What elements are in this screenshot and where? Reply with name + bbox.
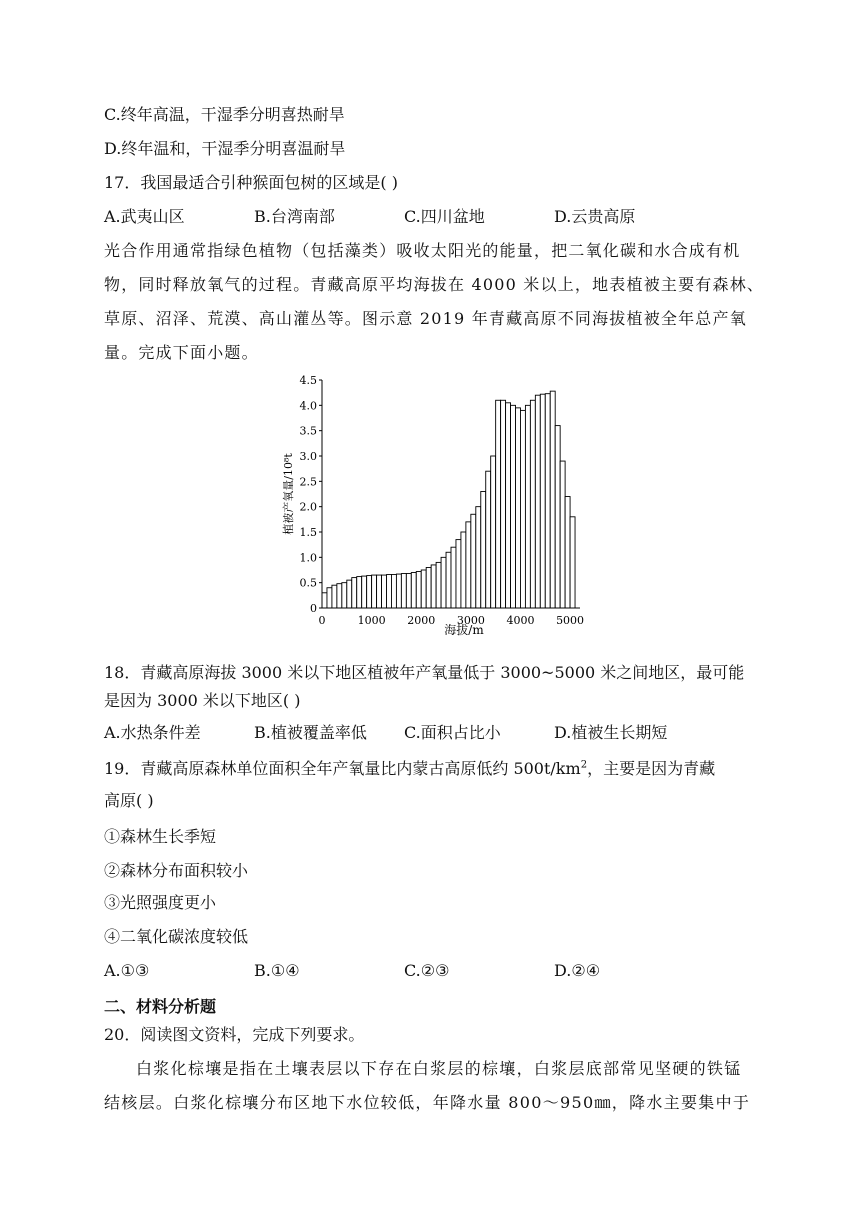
bar bbox=[476, 507, 481, 608]
bar bbox=[332, 585, 337, 608]
bar bbox=[406, 574, 411, 608]
x-tick-label: 0 bbox=[318, 614, 326, 627]
q17-option-d: D.云贵高原 bbox=[554, 207, 636, 226]
bar bbox=[322, 593, 327, 608]
x-tick-label: 2000 bbox=[407, 614, 436, 627]
x-tick-label: 5000 bbox=[556, 614, 585, 627]
bar bbox=[347, 580, 352, 608]
chart-bars bbox=[322, 391, 575, 608]
x-tick-label: 1000 bbox=[357, 614, 386, 627]
bar bbox=[560, 461, 565, 608]
bar bbox=[426, 567, 431, 608]
bar bbox=[555, 426, 560, 608]
bar bbox=[451, 547, 456, 608]
bar bbox=[372, 575, 377, 608]
q19-option-a: A.①③ bbox=[104, 961, 150, 980]
bar bbox=[525, 405, 530, 608]
q18-option-a: A.水热条件差 bbox=[104, 723, 201, 742]
q18-stem-line-1: 18．青藏高原海拔 3000 米以下地区植被年产氧量低于 3000~5000 米之间地区，最可能 bbox=[104, 663, 745, 682]
y-ticks bbox=[300, 374, 323, 615]
passage-line-2: 物，同时释放氧气的过程。青藏高原平均海拔在 4000 米以上，地表植被主要有森林、 bbox=[104, 275, 765, 294]
bar bbox=[446, 552, 451, 608]
x-axis-label: 海拔/m bbox=[444, 623, 484, 637]
section-2-heading: 二、材料分析题 bbox=[104, 997, 217, 1016]
y-tick-label: 2.0 bbox=[299, 500, 317, 514]
bar bbox=[456, 540, 461, 608]
q19-item-1: ①森林生长季短 bbox=[104, 827, 217, 846]
y-tick-label: 4.0 bbox=[299, 399, 317, 413]
q19-item-2: ②森林分布面积较小 bbox=[104, 861, 249, 880]
q18-option-c: C.面积占比小 bbox=[404, 723, 501, 742]
bar bbox=[520, 410, 525, 608]
bar bbox=[411, 573, 416, 608]
y-tick-label: 3.5 bbox=[299, 424, 317, 438]
bar bbox=[565, 497, 570, 608]
passage-line-4: 量。完成下面小题。 bbox=[104, 343, 259, 362]
q20-stem: 20．阅读图文资料，完成下列要求。 bbox=[104, 1025, 365, 1044]
q19-stem-tail: ，主要是因为青藏 bbox=[587, 759, 716, 778]
bar bbox=[431, 565, 436, 608]
bar bbox=[362, 576, 367, 608]
y-tick-label: 4.5 bbox=[299, 374, 317, 387]
bar bbox=[535, 395, 540, 608]
bar bbox=[377, 575, 382, 608]
bar bbox=[382, 575, 387, 608]
bar bbox=[461, 532, 466, 608]
x-tick-label: 4000 bbox=[506, 614, 535, 627]
q19-option-c: C.②③ bbox=[404, 961, 450, 980]
q19-option-d: D.②④ bbox=[554, 961, 601, 980]
q18-option-b: B.植被覆盖率低 bbox=[254, 723, 367, 742]
x-tick-label: 3000 bbox=[456, 614, 485, 627]
bar bbox=[491, 456, 496, 608]
bar bbox=[501, 400, 506, 608]
bar bbox=[466, 522, 471, 608]
q19-item-3: ③光照强度更小 bbox=[104, 893, 217, 912]
q19-item-4: ④二氧化碳浓度较低 bbox=[104, 927, 249, 946]
q18-stem-line-2: 是因为 3000 米以下地区( ) bbox=[104, 691, 301, 710]
q18-option-d: D.植被生长期短 bbox=[554, 723, 668, 742]
bar bbox=[367, 576, 372, 608]
y-tick-label: 3.0 bbox=[299, 450, 317, 463]
bar bbox=[471, 514, 476, 608]
bar bbox=[496, 400, 501, 608]
y-tick-label: 1.5 bbox=[299, 526, 317, 539]
bar bbox=[387, 575, 392, 608]
q19-stem-line-2: 高原( ) bbox=[104, 791, 154, 810]
bar bbox=[416, 572, 421, 608]
q17-stem: 17．我国最适合引种猴面包树的区域是( ) bbox=[104, 173, 398, 192]
y-tick-label: 1.0 bbox=[299, 551, 317, 565]
bar bbox=[327, 588, 332, 608]
q16-option-d: D.终年温和，干湿季分明喜温耐旱 bbox=[104, 139, 346, 158]
bar bbox=[436, 562, 441, 608]
bar bbox=[337, 584, 342, 608]
q16-option-c: C.终年高温，干湿季分明喜热耐旱 bbox=[104, 105, 345, 124]
bar bbox=[570, 517, 575, 608]
y-tick-label: 0 bbox=[310, 602, 317, 615]
q19-option-b: B.①④ bbox=[254, 961, 300, 980]
bar bbox=[421, 570, 426, 608]
y-tick-label: 0.5 bbox=[299, 576, 317, 590]
passage-line-1: 光合作用通常指绿色植物（包括藻类）吸收太阳光的能量，把二氧化碳和水合成有机 bbox=[104, 241, 741, 260]
bar bbox=[540, 394, 545, 608]
bar bbox=[391, 575, 396, 608]
bar bbox=[441, 557, 446, 608]
bar bbox=[486, 471, 491, 608]
bar bbox=[357, 577, 362, 608]
oxygen-by-altitude-chart bbox=[280, 368, 590, 640]
y-tick-label: 2.5 bbox=[299, 475, 317, 489]
q19-superscript: 2 bbox=[580, 759, 588, 771]
q17-option-a: A.武夷山区 bbox=[104, 207, 185, 226]
y-axis-label: 植被产氧量/10⁸t bbox=[282, 453, 295, 535]
passage-line-3: 草原、沼泽、荒漠、高山灌丛等。图示意 2019 年青藏高原不同海拔植被全年总产氧 bbox=[104, 309, 747, 328]
q17-option-c: C.四川盆地 bbox=[404, 207, 485, 226]
bar bbox=[516, 408, 521, 608]
bar bbox=[481, 491, 486, 608]
bar bbox=[506, 403, 511, 608]
bar bbox=[342, 583, 347, 608]
q20-para-line-2: 结核层。白浆化棕壤分布区地下水位较低，年降水量 800～950㎜，降水主要集中于 bbox=[104, 1093, 751, 1112]
bar bbox=[545, 394, 550, 608]
bar bbox=[352, 578, 357, 608]
q19-stem-text: 19．青藏高原森林单位面积全年产氧量比内蒙古高原低约 500t/km bbox=[104, 759, 581, 778]
q20-para-line-1: 白浆化棕壤是指在土壤表层以下存在白浆层的棕壤，白浆层底部常见坚硬的铁锰 bbox=[136, 1059, 742, 1078]
bar bbox=[401, 574, 406, 608]
q17-option-b: B.台湾南部 bbox=[254, 207, 335, 226]
bar bbox=[396, 574, 401, 608]
q19-stem-line-1 bbox=[104, 758, 715, 780]
bar bbox=[550, 391, 555, 608]
bar bbox=[530, 400, 535, 608]
bar bbox=[511, 405, 516, 608]
